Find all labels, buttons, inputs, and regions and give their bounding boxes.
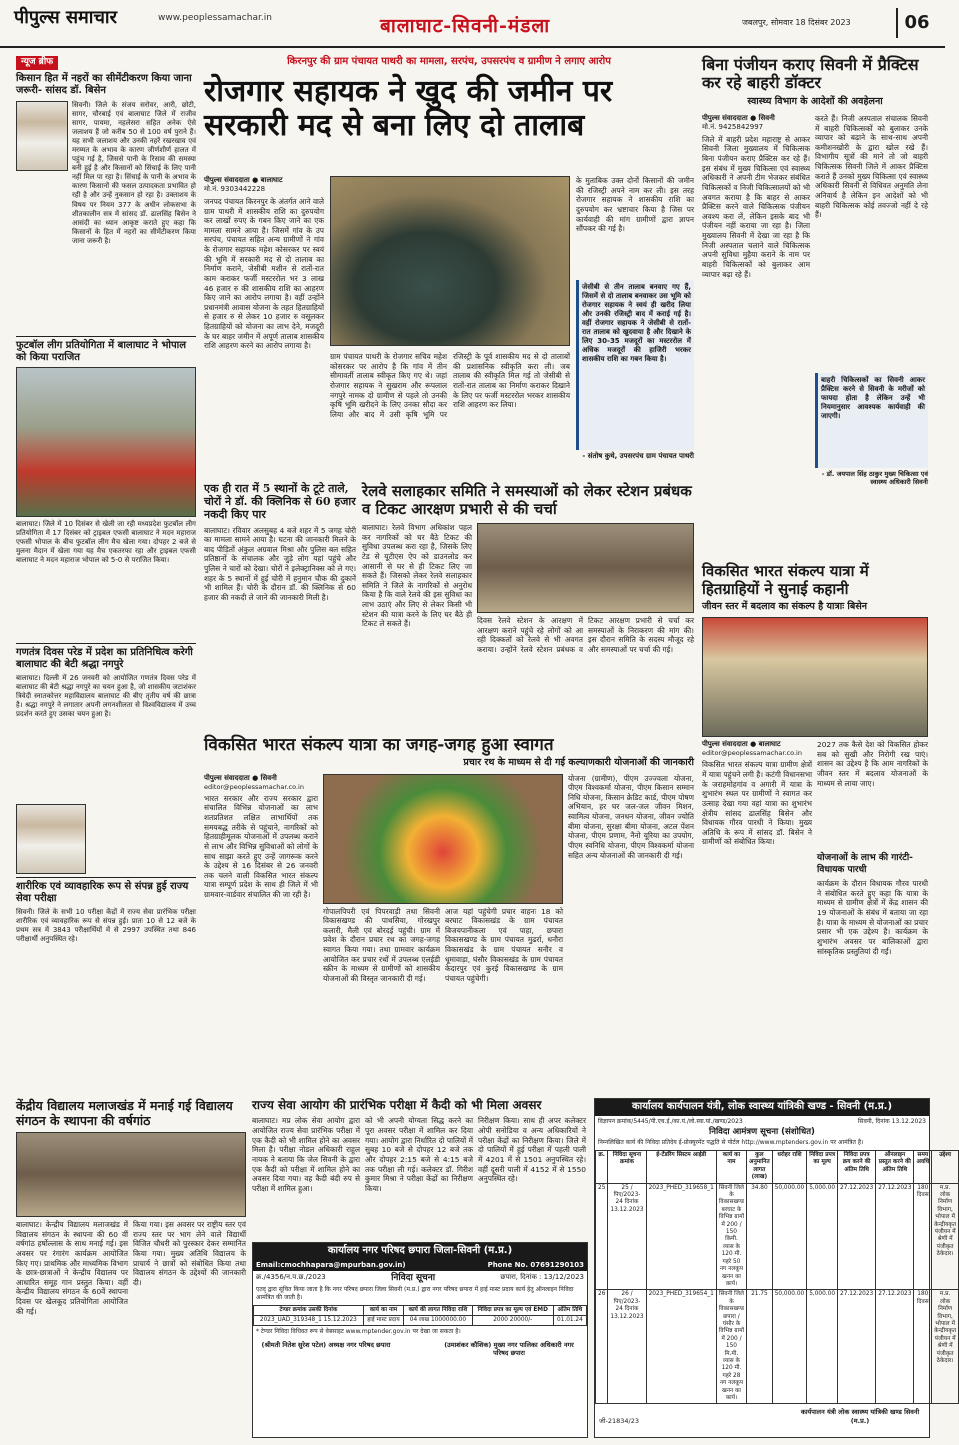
tender2-col-header: निविदा प्रपत्र का मूल्य एवं EMD	[472, 1305, 553, 1315]
kv-story	[16, 1098, 246, 1438]
kv-headline: केंद्रीय विद्यालय मलाजखंड में मनाई गई विद्यालय संगठन के स्थापना की वर्षगांठ	[16, 1098, 233, 1128]
sankalp2-headline: विकसित भारत संकल्प यात्रा का जगह-जगह हुआ स्वागत	[204, 735, 554, 755]
tender1-col-header: समय अवधि	[914, 1151, 932, 1184]
lead-headline: रोजगार सहायक ने खुद की जमीन पर सरकारी मद से बना लिए दो तालाब	[204, 73, 613, 144]
sankalp-yatra-story-1	[702, 562, 928, 1097]
tender2-cell: 01.01.24	[553, 1316, 586, 1326]
tender2-col-header: अंतिम तिथि	[553, 1305, 586, 1315]
tender1-notice-title: निविदा आमंत्रण सूचना (संशोधित)	[709, 1127, 815, 1138]
doctors-subheadline: स्वास्थ्य विभाग के आदेशों की अवहेलना	[747, 95, 883, 107]
tender1-cell: 5,000.00	[807, 1183, 838, 1290]
sankalp2-email[interactable]: editor@peoplessamachar.co.in	[204, 782, 304, 791]
sankalp1-email[interactable]: editor@peoplessamachar.co.in	[702, 749, 802, 758]
tender1-cell: 5,000.00	[807, 1290, 838, 1404]
psc-body-3: निरीक्षण किया। साथ ही अपर कलेक्टर ओपी सनोडिया व अन्य अधिकारियों ने परीक्षा केंद्रों का निरीक्षण किया। जिले में दो पालियों में हुई परीक्षा में पहली पाली में 4201 में से 1501 अनुपस्थित रहे। वहीं दूसरी पाली में 4152 में से 1550 अनुपस्थित रहे।	[478, 1116, 586, 1184]
kv-event-photo	[16, 1132, 246, 1217]
tender1-intro: निम्नलिखित कार्य की निविदा प्रतिदेय ई-प्रोक्यूरमेंट पद्धति से पोर्टल http://www.mptenders.gov.in पर आमंत्रित है।	[598, 1139, 864, 1147]
sankalp1-body-3: कार्यक्रम के दौरान विधायक गौरव पारधी ने संबोधित करते हुए कहा कि यात्रा के माध्यम से ग्रामीण क्षेत्रों में केंद्र शासन की 19 योजनाओं के संबंध में बताया जा रहा है। यात्रा के माध्यम से योजनाओं का प्रचार प्रसार भी एक उद्देश्य है। कार्यक्रम के शुभारंभ अवसर पर बालिकाओं द्वारा सांस्कृतिक प्रस्तुतियां दी गईं।	[817, 879, 928, 956]
kv-body-2: किया गया। इस अवसर पर राष्ट्रीय स्तर एवं राज्य स्तर पर भाग लेने वाले विद्यार्थी विजित चौधरी को पुरस्कार देकर सम्मानित किया गया। मुख्य अतिथि विद्यालय के प्राचार्य ने छात्रों को संबोधित किया तथा विद्यालय संगठन के उद्देश्यों की जानकारी दी।	[133, 1220, 246, 1287]
tender1-cell: 180 दिवस	[914, 1290, 932, 1404]
tender1-col-header: क्र.	[596, 1151, 608, 1184]
tender1-cell: 26 / पिए/2023-24 दिनांक 13.12.2023	[608, 1290, 646, 1404]
brief-body-2: बालाघाट। जिले में 10 दिसंबर से खेली जा रही मध्यप्रदेश फुटबॉल लीग प्रतियोगिता में 17 दिसंबर को ट्राइबल एफसी बालाघाट ने मदन महाराज एफसी भोपाल के बीच फुटबॉल लीग मैच खेला गया। दोपहर 2 बजे से मुलना मैदान में खेला गया यह मैच एकतरफा रहा और ट्राइबल एफसी बालाघाट ने मदन महाराज भोपाल को 5-0 से पराजित किया।	[16, 519, 196, 564]
tender1-cell: 180 दिवस	[914, 1183, 932, 1290]
railway-story	[362, 482, 694, 727]
tender1-col-header: निविदा सूचना क्रमांक	[608, 1151, 646, 1184]
lead-story	[204, 56, 694, 481]
tender1-cell: सिवनी जिले के विकासखण्ड बरघाट के विभिन्न ग्रामों में 200 / 150 किमी. व्यास के 120 मी. गहरे 50 नग नलकूप खनन का कार्य।	[716, 1183, 746, 1290]
robbery-body: बालाघाट। रविवार अलसुबह 4 बजे शहर में 5 जगह चोरी का मामला सामने आया है। घटना की जानकारी मिलने के बाद पीड़ितों अंकुल अग्रवाल मिश्रा और पुलिस बल सहित प्रतिष्ठानों के संचालक और जुड़े लोग यहां पहुंचे और पुलिस ने चारों को देखा। चोरों ने इलेक्ट्रानिक्स को ले गए। शहर के 5 स्थानों में हुई चोरी में हनुमान चौक की दुकानें भी शामिल हैं। चोरी के दौरान डॉ. की क्लिनिक से 60 हजार की नकदी ले जाने की जानकारी मिली है।	[204, 525, 356, 602]
sankalp2-body-1: भारत सरकार और राज्य सरकार द्वारा संचालित विभिन्न योजनाओं का लाभ शतप्रतिशत लक्षित लाभार्थियों तक समयबद्ध तरीके से पहुंचाने, नागरिकों को हितग्राहीमूलक योजनाओं में उपलब्ध कराने से लाभ और विभिन्न सुविधाओं को लोगों के साथ साझा करते हुए उन्हें जागरूक करने के उद्देश्य से 16 दिसंबर से 26 जनवरी तक चलने वाली विकसित भारत संकल्प यात्रा सम्पूर्ण प्रदेश के साथ ही जिले में भी ग्रामवार-वार्डवार संचालित की जा रही है।	[204, 793, 318, 900]
psc-headline: राज्य सेवा आयोग की प्रारंभिक परीक्षा में कैदी को भी मिला अवसर	[252, 1098, 542, 1112]
tender1-sign: कार्यपालन यंत्री लोक स्वास्थ्य यांत्रिकी खण्ड सिवनी (म.प्र.)	[800, 1408, 920, 1425]
railway-headline: रेलवे सलाहकार समिति ने समस्याओं को लेकर स्टेशन प्रबंधक व टिकट आरक्षण प्रभारी से की चर्चा	[362, 482, 692, 518]
tender1-col-header: कार्य का नाम	[716, 1151, 746, 1184]
tender1-col-header: निविदा प्रपत्र का मूल्य	[807, 1151, 838, 1184]
doctors-story	[702, 56, 928, 556]
tender2-sign-2: (उमाशंकर कौशिक) मुख्य नगर पालिका अधिकारी नगर परिषद छपारा	[444, 1341, 574, 1358]
tender2-note: * टेण्डर निविदा विधिवत रूप से वेबसाइट www.mptender.gov.in पर देखा जा सकता है।	[256, 1328, 461, 1336]
sankalp1-subheadline: जीवन स्तर में बदलाव का संकल्प है यात्राः बिसेन	[702, 601, 868, 612]
page-number: 06	[896, 8, 936, 38]
lead-kicker: किरनपुर की ग्राम पंचायत पाथरी का मामला, सरपंच, उपसरपंच व ग्रामीण ने लगाए आरोप	[287, 56, 611, 67]
rangoli-welcome-photo	[323, 774, 563, 904]
tender1-cell: म.प्र. लोक निर्माण विभाग, भोपाल में केन्द्रीयकृत पंजीयन में श्रेणी में पंजीकृत ठेकेदार।	[932, 1290, 959, 1404]
table-row	[254, 1316, 587, 1326]
edition-title: बालाघाट-सिवनी-मंडला	[380, 15, 551, 37]
brief-headline-2: फुटबॉल लीग प्रतियोगिता में बालाघाट ने भोपाल को किया पराजित	[16, 339, 187, 363]
sankalp1-body: विकसित भारत संकल्प यात्रा ग्रामीण क्षेत्रों में यात्रा पहुंचने लगी है। कटंगी विधानसभा के जराहमोहगांव व अगारी में यात्रा के शुभारंभ स्थल पर ग्रामीणों ने स्वागत कर उत्साह देखा गया वहां यात्रा का शुभारंभ क्षेत्रीय सांसद ढालसिंह बिसेन और विधायक गौरव पारधी ने किया। मुख्य अतिथि के रूप में सांसद डॉ. बिसेन ने ग्रामीणों को संबोधित किया।	[702, 760, 812, 847]
tender1-col-header: कुल अनुमानित लागत (लाख)	[747, 1151, 773, 1184]
sankalp2-subheadline: प्रचार रथ के माध्यम से दी गई कल्याणकारी योजनाओं की जानकारी	[463, 757, 694, 769]
tender-notice-phe-seoni	[594, 1098, 957, 1438]
tender2-notice-title: निविदा सूचना	[391, 1272, 436, 1283]
tender-notice-chhapara	[252, 1242, 588, 1438]
doctors-body-2: करते हैं। निजी अस्पताल संचालक सिवनी में बाहरी चिकित्सकों को बुलाकर उनके व्यापार को बढ़ाने के साथ-साथ अपनी कमीशनखोरी के द्वारा खोल रखे हैं। विभागीय सूत्रों की माने तो जो बाहरी चिकित्सक सिवनी जिले में आकर प्रैक्टिस कराते हैं उनको मुख्य चिकित्सा एवं स्वास्थ्य अधिकारी सिवनी से विधिवत अनुमति लेना अनिवार्य है लेकिन इन आदेशों को भी बाहरी चिकित्सक कोई तवज्जो नहीं दे रहे हैं।	[815, 113, 928, 220]
divider	[16, 877, 196, 878]
doctors-quote	[815, 373, 928, 468]
tender2-email[interactable]: Email:cmochhapara@mpurban.gov.in)	[256, 1260, 406, 1269]
tender1-col-header: धरोहर राशि	[772, 1151, 807, 1184]
table-row	[596, 1183, 959, 1290]
sankalp2-body-2: गोपालपिपरी एवं पिपरवाड़ी तथा सिवनी विकासखण्ड की पाथसिया, गोरखपुर कलारी, मैली एवं बोरदई पहुंची। ग्राम में प्रवेश के दौरान प्रचार रथ का जगह-जगह स्वागत किया गया। तथा ग्रामवार कार्यक्रम आयोजित कर प्रचार रथों में उपलब्ध एलईडी स्क्रीन के माध्यम से ग्रामीणों को शासकीय योजनाओं की विस्तृत जानकारी दी गई।	[323, 906, 440, 983]
newspaper-logo: पीपुल्स समाचार	[14, 7, 117, 28]
doctors-body: जिले में बाहरी प्रदेश महाराष्ट्र से आकर सिवनी जिला मुख्यालय में चिकित्सक बिना पंजीयन कराए प्रैक्टिस कर रहे हैं। इस संबंध में मुख्य चिकित्सा एवं स्वास्थ्य अधिकारी ने अपनी टीम भेजकर संबंधित चिकित्सकों व निजी चिकित्सालयों को भी अवगत कराया है कि बाहर से आकर प्रैक्टिस करने वाले चिकित्सक पंजीयन अवश्य करा लें, लेकिन इसके बाद भी पंजीयन नहीं कराया जा रहा है। जिला मुख्यालय सिवनी में देखा जा रहा है कि निजी अस्पताल चलाने वाले चिकित्सक अपनी सुविधा मुहैया कराने के नाम पर बाहरी चिकित्सकों को बुलाकर आम व्यापार बढ़ा रहे हैं।	[702, 134, 810, 279]
tender2-date: छपारा, दिनांक : 13/12/2023	[500, 1272, 584, 1281]
lead-quote	[576, 280, 694, 450]
lead-body-col3: के मुताबिक उक्त दोनों किसानों की जमीन की रजिस्ट्री अपने नाम कर ली। इस तरह रोजगार सहायक ने शासकीय राशि का दुरुपयोग कर भ्रष्टाचार किया है जिस पर कार्यवाही की मांग ग्रामीणों द्वारा ज्ञापन सौंपकर की गई है।	[576, 176, 694, 234]
tender1-cell: 27.12.2023	[838, 1183, 876, 1290]
tender2-col-header: कार्य की लागत निविदा राशि	[404, 1305, 473, 1315]
brief-headline-4: शारीरिक एवं व्यावहारिक रूप से संपन्न हुई राज्य सेवा परीक्षा	[16, 880, 189, 904]
tender1-cell: सिवनी जिले के विकासखण्ड छपारा / घंसौर के विभिन्न ग्रामों में 200 / 150 मि.मी. व्यास के 120 मी. गहरे 28 नग नलकूप खनन का कार्य।	[716, 1290, 746, 1404]
doctors-headline: बिना पंजीयन कराए सिवनी में प्रैक्टिस कर रहे बाहरी डॉक्टर	[702, 55, 919, 93]
tender1-cell: 21.75	[747, 1290, 773, 1404]
sankalp2-byline: पीपुल्स संवाददाता ● सिवनी	[204, 773, 277, 782]
tender1-cell: 2023_PHED_319654_1	[646, 1290, 716, 1404]
lead-quote-sign: - संतोष कुथे, उपसरपंच ग्राम पंचायत पाथरी	[582, 452, 694, 460]
tender2-ref: क्र./4356/न.प.छ./2023	[256, 1272, 326, 1281]
sankalp1-body-2: 2027 तक कैसे देश को विकसित होकर सब को सुखी और निरोगी रख पाएं। शासन का उद्देश्य है कि आम नागरिकों के जीवन स्तर में बदलाव योजनाओं के माध्यम से लाया जाए।	[817, 740, 928, 788]
sankalp2-body-3: आज यहां पहुंचेगी प्रचार वाहनः 18 को बरघाट विकासखंड के ग्राम पंचायत बिजयपानीकला एवं पाहा, छपारा विकासखण्ड के ग्राम पंचायत मुढर्रा, धनौरा विकासखंड के ग्राम पंचायत सनौर व धूमावाड़ा, घंसौर विकासखंड के ग्राम पंचायत केदारपुर एवं कुरई विकासखण्ड के ग्राम पंचायत पहुंचेगी।	[445, 906, 563, 983]
masthead	[0, 0, 945, 48]
tender1-col-header: ई-टेंडरिंग सिस्टम आईडी	[646, 1151, 716, 1184]
sankalp2-body-4: योजना (ग्रामीण), पीएम उज्ज्वला योजना, पीएम विश्वकर्मा योजना, पीएम किसान सम्मान निधि योजना, किसान क्रेडिट कार्ड, पीएम पोषण अभियान, हर घर जल-जल जीवन मिशन, स्वामित्व योजना, जनधन योजना, जीवन ज्योति बीमा योजना, सुरक्षा बीमा योजना, अटल पेंशन योजना, पीएम प्रणाम, नैनो यूरिया का उपयोग, पीएम स्वनिधि योजना, पीएम विश्वकर्मा योजना सहित अन्य योजनाओं की जानकारी दी गई।	[568, 773, 694, 860]
sankalp1-byline: पीपुल्स संवाददाता ● बालाघाट	[702, 740, 781, 749]
tender1-title: कार्यालय कार्यपालन यंत्री, लोक स्वास्थ्य यांत्रिकी खण्ड - सिवनी (म.प्र.)	[595, 1099, 929, 1116]
tender1-col-header: ऑनलाइन प्रस्तुत करने की अंतिम तिथि	[876, 1151, 914, 1184]
tender1-cell: 27.12.2023	[876, 1290, 914, 1404]
tender2-col-header: टेण्डर क्रमांक उसकी दिनांक	[254, 1305, 364, 1315]
dateline: जबलपुर, सोमवार 18 दिसंबर 2023	[742, 18, 851, 27]
psc-body: बालाघाट। मप्र लोक सेवा आयोग द्वारा आयोजित राज्य सेवा प्रारंभिक परीक्षा में एक कैदी को भी शामिल होने का अवसर मिला है। परीक्षा नोडल अधिकारी राहुल नायक ने बताया कि जेल सिवनी के द्वारा एक कैदी को परीक्षा में शामिल होने का अवसर दिया गया। वह कैदी बंदी रुप से परीक्षा में शामिल हुआ।	[252, 1116, 360, 1193]
tender1-cell: 2023_PHED_319658_1	[646, 1183, 716, 1290]
lead-quote-text: जेसीबी से तीन तालाब बनवाए गए हैं, जिसमें से दो तालाब बनवाकर उस भूमि को रोजगार सहायक ने स्वयं ही खरीद लिया और उनकी रजिस्ट्री बाद में कराई गई है। वहीं रोजगार सहायक ने जेसीबी से रातों-रात तालाब को खुदवाया है और दिखाने के लिए 30-35 मजदूरों का मस्टररोल में अधिक मजदूरों की हाजिरी भरकर शासकीय राशि का गबन किया है।	[582, 283, 691, 363]
doctors-quote-sign: - डॉ. जयपाल सिंह ठाकुर मुख्य चिकित्सा एवं स्वास्थ्य अधिकारी सिवनी	[821, 469, 928, 487]
doctors-byline: पीपुल्स संवाददाता ● सिवनी	[702, 113, 775, 122]
tender2-cell: 2023_UAD_319348_1 15.12.2023	[254, 1316, 364, 1326]
railway-body: बालाघाट। रेलवे विभाग अधिकांश पहल कर नागरिकों को घर बैठे टिकट की सुविधा उपलब्ध करा रहा है, जिसके लिए टेड से यूटीएस ऐप को डाउनलोड कर आसानी से घर से ही टिकट लिए जा सकते हैं। जिसको लेकर रेलवे सलाहकार समिति ने जिले के नागरिकों से अनुरोध किया है कि वाले रेलवे की इस सुविधा का लाभ उठाएं और लिए से लेकर किसी भी स्टेशन की यात्रा करने के लिए घर बैठे ही टिकट ले सकते हैं।	[362, 523, 472, 629]
tender1-ref: विज्ञापन क्रमांक/5445/पी.एच.ई./का.यं./लो.स्वा.यां./खण्ड/2023	[598, 1117, 743, 1125]
tender1-date: सिवनी, दिनांक 13.12.2023	[857, 1117, 926, 1125]
kv-body: बालाघाट। केन्द्रीय विद्यालय मलाजखंड में विद्यालय संगठन के स्थापना की 60 वीं वर्षगांठ हर्षोल्लास के साथ मनाई गई। इस अवसर पर रंगारंग कार्यक्रम आयोजित किए गए। प्राथमिक और माध्यमिक विभाग के छात्र-छात्राओं ने केन्द्रीय विद्यालय पर आधारित समूह गान प्रस्तुत किया। वहीं केन्द्रीय विद्यालय संगठन के 60वें स्थापना दिवस पर खेलकूद प्रतियोगिता आयोजित की गई।	[16, 1220, 128, 1316]
doctors-quote-text: बाहरी चिकित्सकों का सिवनी आकर प्रैक्टिस करने से सिवनी के मरीजों को फायदा होता है लेकिन उन्हें भी नियमानुसार आवश्यक कार्यवाही की जाएगी।	[821, 375, 925, 420]
psc-body-2: को भी अपनी योग्यता सिद्ध करने का पूरा अवसर परीक्षा में शामिल कर दिया गया। आयोग द्वारा निर्धारित दो पालियों में सुबह 10 बजे से दोपहर 12 बजे तक और दोपहर 2:15 बजे से 4:15 बजे तक परीक्षा ली गई। कलेक्टर डॉ. गिरीश कुमार मिश्रा ने परीक्षा केंद्रों का निरीक्षण किया।	[365, 1116, 473, 1193]
pond-photo	[330, 176, 570, 346]
tender2-col-header: कार्य का नाम	[363, 1305, 403, 1315]
lead-body-col1: जनपद पंचायत किरनपुर के अंतर्गत आने वाले ग्राम पाथरी में शासकीय राशि का दुरुपयोग कर लाखों रुपए के गबन किए जाने का एक मामला सामने आया है। जिसमें गांव के उप सरपंच, पंचायत सहित अन्य ग्रामीणों ने गांव के रोजगार सहायक महेश कोसरकर पर स्वयं की भूमि में सरकारी मद से दो तालाब का निर्माण कराने, जेसीबी मशीन से रातों-रात काम कराकर फर्जी मस्टररोल भर 3 लाख 46 हजार रु की शासकीय राशि का आहरण किए जाने का आरोप लगाया है। वहीं उन्होंने प्रधानमंत्री आवास योजना के तहत हितग्राहियों से हजार रु से लेकर 10 हजार रु वसूलकर हितग्राहियों को योजना का लाभ देने, मजदूरी के घर बाहर जमीन में अपूर्ण तालाब शासकीय राशि आहरण करने का आरोप लगाया है।	[204, 196, 324, 351]
divider	[16, 336, 196, 337]
tender1-cell: 27.12.2023	[838, 1290, 876, 1404]
tender1-col-header: उद्देश्य	[932, 1151, 959, 1184]
tender2-phone: Phone No. 07691290103	[487, 1260, 584, 1269]
lead-byline: पीपुल्स संवाददाता ● बालाघाट	[204, 176, 283, 184]
divider	[16, 643, 196, 644]
football-team-photo	[16, 367, 196, 517]
tender1-table	[595, 1150, 959, 1404]
tender1-cell: 27.12.2023	[876, 1183, 914, 1290]
railway-body-2: दिवस रेलवे स्टेशन के आरक्षण में आरक्षण कराने पहुंचे रहे लोगों को आ रही दिक्कतों को रेलवे से भी अवगत कराया। उन्होंने रेलवे स्टेशन प्रबंधक व टिकट आरक्षण प्रभारी से चर्चा कर समस्याओं के निराकरण की मांग की। इस दौरान समिति के सदस्य मौजूद रहे और समस्याओं पर चर्चा की गई।	[477, 616, 694, 654]
brief-headline-1: किसान हित में नहरों का सीमेंटीकरण किया जाना जरूरी- सांसद डॉ. बिसेन	[16, 72, 192, 96]
tender1-cell: 34.80	[747, 1183, 773, 1290]
tender2-intro: एतद् द्वारा सूचित किया जाता है कि नगर परिषद छपारा जिला सिवनी (म.प्र.) द्वारा नगर परिषद छपारा में हाई मास्ट प्रदाय कार्य हेतु ऑनलाइन निविदा आमंत्रित की जाती है।	[256, 1286, 574, 1301]
brief-body-4: सिवनी। जिले के सभी 10 परीक्षा केंद्रों में राज्य सेवा प्रारंभिक परीक्षा शारीरिक एवं व्यावहारिक रूप से संपन्न हुई। प्रातः 10 से 12 बजे के प्रथम सत्र में 3843 परीक्षार्थियों में से 2997 उपस्थित तथा 846 परीक्षार्थी अनुपस्थित रहे।	[16, 907, 196, 943]
tender1-cell: 25 / पिए/2023-24 दिनांक 13.12.2023	[608, 1183, 646, 1290]
sankalp-yatra-story-2	[204, 735, 694, 1090]
tender2-cell: 04 लाख 1000000.00	[404, 1316, 473, 1326]
tender2-sign-1: (श्रीमती नितेश सुरेश पटेल) अध्यक्ष नगर परिषद छपारा	[261, 1341, 391, 1350]
brief-body-1: सिवनी। जिले के संजय सरोवर, आरी, छोटी, सागर, चौरबाई एवं बालाघाट जिले में राजीव सागर, पायमा, नहलेसरा सहित अनेक ऐसे जलाशय हैं जो करीब 50 से 100 वर्ष पुराने हैं। यह सभी जलाशय और उनकी नहरें रखरखाव एवं मरम्मत के अभाव के कारण जीर्णशीर्ण हालत में पहुंच गई है, जिससे पानी के रिसाव की समस्या बनी हुई है और किसानों को सिंचाई के लिए पानी नहीं मिल पा रहा है। सिंचाई के पानी के अभाव के कारण किसानों की फसल उत्पादकता प्रभावित हो रही है और उन्हें नुकसान हो रहा है। उक्ताशय के विषय पर नियम 377 के अधीन लोकसभा के शीतकालीन सत्र में सांसद डॉ. ढालसिंह बिसेन ने आसंदी का ध्यान आकृष्ट कराते हुए कहा कि किसानों के हित में नहरों का सीमेंटीकरण किया जाना जरूरी है।	[72, 100, 196, 245]
sankalp1-headline: विकसित भारत संकल्प यात्रा में हितग्राहियों ने सुनाई कहानी	[702, 562, 869, 598]
sankalp1-subhead: योजनाओं के लाभ की गारंटी- विधायक पारधी	[817, 853, 913, 875]
section-label: न्यूज ब्रीफ	[16, 56, 58, 70]
tender1-cell: म.प्र. लोक निर्माण विभाग, भोपाल में केन्द्रीयकृत पंजीयन में श्रेणी में पंजीकृत ठेकेदार।	[932, 1183, 959, 1290]
sankalp-stage-photo	[702, 617, 928, 737]
tender1-footer-code: जी-21834/23	[599, 1416, 639, 1425]
lead-mobile: मो.नं. 9303442228	[204, 184, 266, 193]
tender2-cell: 2000 20000/-	[472, 1316, 553, 1326]
robbery-headline: एक ही रात में 5 स्थानों के टूटे ताले, चोरों ने डॉ. की क्लिनिक से 60 हजार नकदी किए पार	[204, 482, 356, 522]
psc-story	[252, 1098, 588, 1238]
tender2-title: कार्यालय नगर परिषद छपारा जिला-सिवनी (म.प्र.)	[253, 1243, 587, 1260]
table-row	[596, 1290, 959, 1404]
mp-portrait-photo	[16, 101, 68, 171]
website-url[interactable]: www.peoplessamachar.in	[158, 13, 272, 23]
tender2-table	[253, 1305, 587, 1327]
railway-meeting-photo	[477, 523, 694, 613]
tender1-cell: 25	[596, 1183, 608, 1290]
tender1-cell: 26	[596, 1290, 608, 1404]
lead-body-col2: ग्राम पंचायत पाथरी के रोजगार सचिव महेश कोसरकर पर आरोप है कि गांव में तीन सीमावर्ती तालाब स्वीकृत किए गए थे। जहां रोजगार सहायक ने सुखराम और रूपलाल नगपुरे नामक दो ग्रामीण से पहले तो उनकी कृषि भूमि खरीदने के लिए उनका सौदा कर लिया और बाद में उसी कृषि भूमि पर रजिस्ट्री के पूर्व शासकीय मद से दो तालाबों की प्रशासनिक स्वीकृति करा ली। जब तालाब की स्वीकृति मिल गई तो जेसीबी से रातों-रात तालाब का निर्माण कराकर दिखाने के लिए पर फर्जी मस्टररोल भरकर शासकीय राशि आहरण कर लिया।	[330, 352, 570, 419]
tender1-col-header: निविदा प्रपत्र क्रय करने की अंतिम तिथि	[838, 1151, 876, 1184]
tender2-cell: हाई मास्ट प्रदाय	[363, 1316, 403, 1326]
brief-headline-3: गणतंत्र दिवस परेड में प्रदेश का प्रतिनिधित्व करेगी बालाघाट की बेटी श्रद्धा नगपुरे	[16, 646, 193, 670]
tender1-cell: 50,000.00	[772, 1183, 807, 1290]
robbery-story	[204, 482, 356, 727]
doctors-mobile: मो.नं. 9425842997	[702, 122, 764, 131]
brief-body-3: बालाघाट। दिल्ली में 26 जनवरी को आयोजित गणतंत्र दिवस परेड में बालाघाट की बेटी श्रद्धा नगपुरे का चयन हुआ है, जो शासकीय जटाशंकर त्रिवेदी स्नातकोत्तर महाविद्यालय बालाघाट की बीए तृतीय वर्ष की छात्रा है। श्रद्धा नगपुरे ने लगातार अपनी लगनशीलता से विश्वविद्यालय में उच्च प्रदर्शन करते हुए उसका चयन हुआ है।	[16, 673, 196, 718]
student-photo	[16, 804, 86, 874]
tender1-cell: 50,000.00	[772, 1290, 807, 1404]
